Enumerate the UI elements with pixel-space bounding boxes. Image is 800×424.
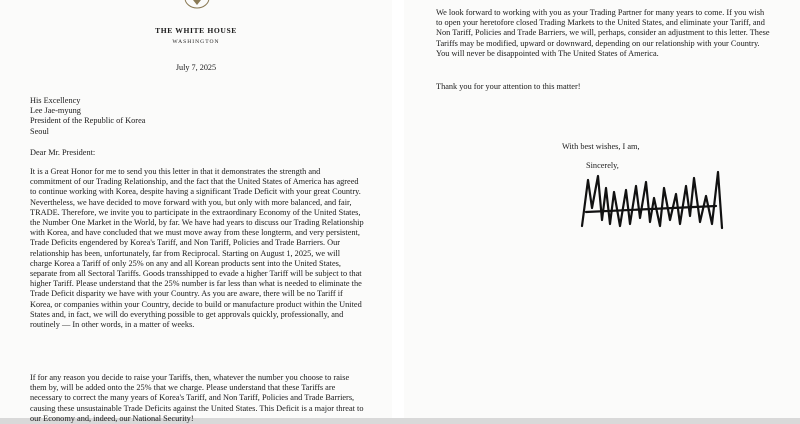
letter-date: July 7, 2025 (175, 63, 217, 72)
closing-line: With best wishes, I am, (562, 142, 640, 151)
salutation: Dear Mr. President: (30, 148, 96, 157)
addressee-line: Lee Jae-myung (30, 106, 81, 116)
addressee-line: President of the Republic of Korea (30, 116, 146, 126)
body-paragraph-2: If for any reason you decide to raise your Tariffs, then, whatever the number you choose to raise them by, will be added onto the 25% that we charge. Please understand that these Tariffs are necessary to correct the many years of Korea's Tariff, and Non Tariff, Policies and Trade Barriers, causing these unsustainable Trade Deficits against the United States. This Deficit is a major threat to our Economy and, indeed, our National Security! (30, 373, 364, 423)
letter-page-two (404, 0, 800, 418)
sincerely-line: Sincerely, (586, 161, 619, 170)
addressee-line: Seoul (30, 126, 49, 136)
presidential-seal-icon (182, 0, 212, 10)
letter-page-one (0, 0, 392, 423)
body-paragraph-3: We look forward to working with you as your Trading Partner for many years to come. If you wish to open your heretofore closed Trading Markets to the United States, and eliminate your Tariff, and Non Tariff, Policies and Trade Barriers, we will, perhaps, consider an adjustment to this letter. These Tariffs may be modified, upward or downward, depending on our relationship with your Country. You will never be disappointed with The United States of America. (436, 8, 770, 58)
addressee-line: His Excellency (30, 96, 81, 105)
handwritten-signature-icon (576, 168, 726, 240)
letterhead-title: THE WHITE HOUSE (155, 26, 237, 35)
thanks-line: Thank you for your attention to this matter! (436, 82, 581, 91)
body-paragraph-1: It is a Great Honor for me to send you this letter in that it demonstrates the strength and commitment of our Trading Relationship, and the fact that the United States of America has agreed to continue working with Korea, despite having a significant Trade Deficit with your great Country. Nevertheless, we have decided to move forward with you, but only with more balanced, and fair, TRADE. Therefore, we invite you to participate in the extraordinary Economy of the United States, the Number One Market in the World, by far. We have had years to discuss our Trading Relationship with Korea, and have concluded that we must move away from these longterm, and very persistent, Trade Deficits engendered by Korea's Tariff, and Non Tariff, Policies and Trade Barriers. Our relationship has been, unfortunately, far from Reciprocal. Starting on August 1, 2025, we will charge Korea a Tariff of only 25% on any and all Korean products sent into the United States, separate from all Sectoral Tariffs. Goods transshipped to evade a higher Tariff will be subject to that higher Tariff. Please understand that the 25% number is far less than what is needed to eliminate the Trade Deficit disparity we have with your Country. As you are aware, there will be no Tariff if Korea, or companies within your Country, decide to build or manufacture product within the United States and, in fact, we will do everything possible to get approvals quickly, professionally, and routinely — In other words, in a matter of weeks. (30, 167, 364, 330)
page-gutter (392, 0, 404, 418)
addressee-block (30, 96, 145, 137)
letterhead-city: WASHINGTON (172, 39, 220, 45)
